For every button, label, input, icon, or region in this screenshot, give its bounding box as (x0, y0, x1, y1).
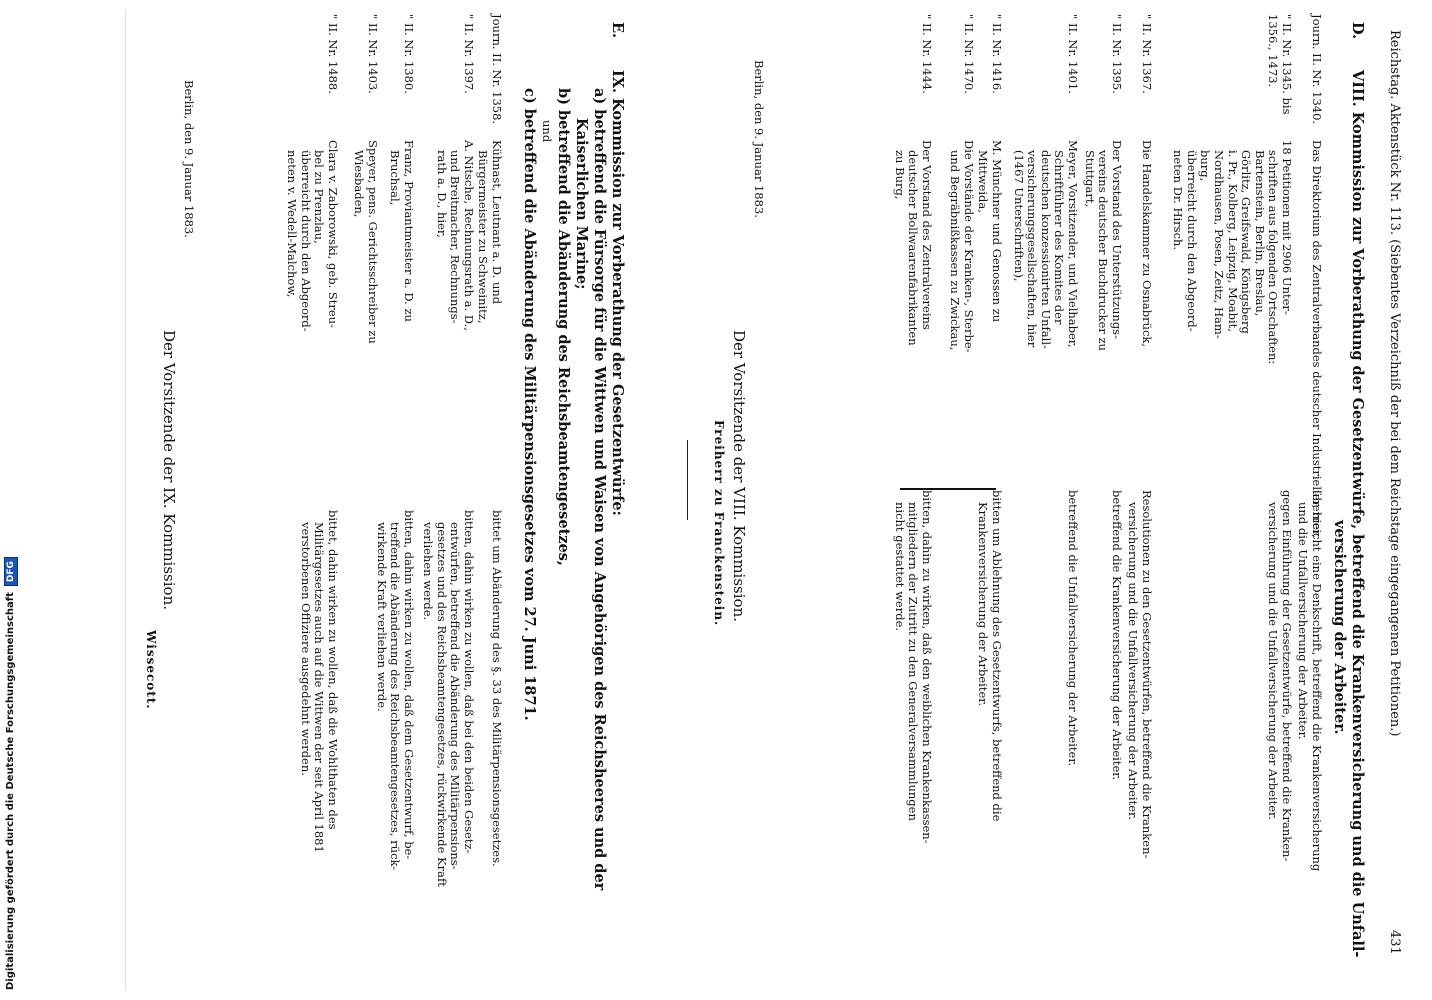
petition-reference: " II. Nr. 1416. (990, 14, 1004, 94)
petitioner-line: Schriftführer des Komites der (1052, 150, 1067, 325)
digitization-credit-strip (0, 0, 22, 1000)
running-header: Reichstag. Aktenstück Nr. 113. (Siebentes Verzeichniß der bei dem Reichstage eingegangenen Petitionen.) (1387, 30, 1402, 737)
request-line: überreicht eine Denkschrift, betreffend die Krankenversicherung (1310, 490, 1324, 872)
petitioner-line: bel zu Prenzlau, (312, 150, 327, 244)
petitioner-line: neten Dr. Hirsch. (1171, 150, 1186, 251)
petition-reference: Journ. II. Nr. 1358. (490, 14, 504, 125)
request-line: bittet um Abänderung des §. 33 des Militärpensionsgesetzes. (490, 510, 504, 867)
section-e-item-c: c) betreffend die Abänderung des Militärpensionsgesetzes vom 27. Juni 1871. (521, 88, 538, 721)
petitioner-line: Stuttgart, (1082, 150, 1097, 208)
request-line: und die Unfallversicherung der Arbeiter. (1296, 502, 1311, 740)
petitioner-line: deutschen konzessionirten Unfall- (1038, 150, 1053, 349)
section-d-signature-name: Freiherr zu Franckenstein. (712, 420, 726, 627)
petitioner-line: Speyer, pens. Gerichtsschreiber zu (366, 140, 380, 344)
request-line: betreffend die Krankenversicherung der Arbeiter. (1110, 490, 1124, 781)
request-line: Resolutionen zu den Gesetzentwürfen, betreffend die Kranken- (1140, 490, 1154, 859)
digitization-credit-text: Digitalisierung gefördert durch die Deutsche Forschungsgemeinschaft (5, 592, 16, 990)
dfg-logo-icon: DFG (4, 557, 18, 586)
section-e-item-a: a) betreffend die Fürsorge für die Wittwen und Waisen von Angehörigen des Reichsheeres und der (591, 88, 608, 891)
request-line: versicherung und die Unfallversicherung der Arbeiter. (1126, 502, 1141, 820)
request-line: gegen Einführung der Gesetzentwürfe, betreffend die Kranken- (1280, 490, 1294, 862)
request-line: entwürfen, betreffend die Abänderung des Militärpensions- (448, 522, 463, 870)
petitioner-line: Franz, Proviantmeister a. D. zu (402, 140, 416, 322)
section-d-date: Berlin, den 9. Januar 1883. (752, 60, 766, 218)
petitioner-line: burg, (1198, 150, 1213, 182)
section-e-item-b: b) betreffend die Abänderung des Reichsbeamtengesetzes, (555, 88, 572, 566)
petition-reference: " II. Nr. 1367. (1140, 14, 1154, 94)
petitioner-line: Der Vorstand des Zentralvereins (920, 140, 934, 330)
petitioner-line: Görlitz, Greifswald, Königsberg (1239, 150, 1254, 334)
petition-reference: " II. Nr. 1401. (1066, 14, 1080, 94)
section-d-title-line1: VIII. Kommission zur Vorberathung der Gesetzentwürfe, betreffend die Krankenversicherung und die Unfall- (1349, 70, 1366, 958)
request-line: nicht gestattet werde. (892, 502, 907, 632)
request-line: verliehen werde. (421, 522, 436, 621)
petitioner-line: und Breitmacher, Rechnungs- (448, 150, 463, 324)
petitioner-line: Wiesbaden, (352, 150, 367, 218)
section-e-letter: E. (609, 22, 626, 39)
petitioner-line: vereins deutscher Buchdrucker zu (1096, 150, 1111, 351)
petition-reference: " II. Nr. 1403. (366, 14, 380, 94)
request-line: Militärgesetzes auch auf die Wittwen der seit April 1881 (312, 522, 327, 853)
request-line: wirkende Kraft verliehen werde. (374, 522, 389, 712)
petitioner-line: (1467 Unterschriften), (1011, 150, 1026, 282)
section-e-item-a2: Kaiserlichen Marine; (573, 118, 590, 290)
section-d-letter: D. (1349, 22, 1366, 40)
section-e-date: Berlin, den 9. Januar 1883. (182, 80, 196, 238)
petitioner-line: i. Pr., Kolberg, Leipzig, Moabit, (1225, 150, 1240, 332)
petitioner-line: Meyer, Vorsitzender, und Vielhaber, (1066, 140, 1080, 348)
section-e-title: IX. Kommission zur Vorberathung der Gesetzentwürfe: (609, 70, 626, 516)
request-line: mitgliedern der Zutritt zu den Generalversammlungen (906, 502, 921, 821)
request-line: bittet, dahin wirken zu wollen, daß die Wohlthaten des (326, 510, 340, 830)
petitioner-line: schriften aus folgenden Ortschaften: (1266, 150, 1281, 365)
petitioner-line: 18 Petitionen mit 2906 Unter- (1280, 140, 1294, 315)
section-e-signature-title: Der Vorsitzende der IX. Kommission. (160, 330, 178, 610)
petition-reference: " II. Nr. 1444. (920, 14, 934, 94)
petitioner-line: deutscher Bollwaarenfabrikanten (906, 150, 921, 346)
petitioner-line: Bruchsal, (388, 150, 403, 206)
page-number: 431 (1387, 930, 1402, 955)
request-line: gesetzes und des Reichsbeamtengesetzes, rückwirkende Kraft (434, 522, 449, 887)
petitioner-line: Nordhausen, Posen, Zeitz, Ham- (1212, 150, 1226, 339)
section-d-title-line2: versicherung der Arbeiter. (1331, 520, 1348, 735)
petitioner-line: Die Vorstände der Kranken-, Sterbe- (962, 140, 976, 353)
petition-reference: " II. Nr. 1397. (462, 14, 476, 94)
section-e-signature-name: Wissecott. (144, 630, 158, 710)
petitioner-line: M. Münchner und Genossen zu (990, 140, 1004, 323)
page-bottom-edge (125, 10, 126, 990)
request-line: bitten, dahin wirken zu wollen, daß bei den beiden Gesetz- (462, 510, 476, 854)
petition-reference: " II. Nr. 1470. (962, 14, 976, 94)
petition-reference: " II. Nr. 1345. bis 1356., 1473. (1265, 14, 1294, 115)
petitioner-line: Kühnast, Leutnant a. D. und (490, 140, 504, 305)
petitioner-line: neten v. Wedell-Malchow, (285, 150, 300, 298)
separator-line (687, 440, 688, 520)
petition-reference: " II. Nr. 1488. (326, 14, 340, 94)
petition-reference: " II. Nr. 1395. (1110, 14, 1124, 94)
request-line: treffend die Abänderung des Reichsbeamtengesetzes, rück- (388, 522, 403, 871)
petitioner-line: A. Nitsche, Rechnungsrath a. D., (462, 140, 476, 331)
petitioner-line: versicherungsgesellschaften, hier (1025, 150, 1040, 348)
petitioner-line: Das Direktorium des Zentralverbandes deutscher Industrieller, hier, (1310, 140, 1324, 538)
petition-reference: " II. Nr. 1380. (402, 14, 416, 94)
request-line: bitten, dahin zu wirken, daß den weiblichen Krankenkassen- (920, 490, 934, 844)
request-line: verstorbenen Offiziere ausgedehnt werden. (298, 522, 313, 776)
petitioner-line: rath a. D., hier, (434, 150, 449, 238)
request-line: Krankenversicherung der Arbeiter. (976, 502, 991, 707)
petitioner-line: und Begräbnißkassen zu Zwickau, (948, 150, 963, 351)
petitioner-line: Mittweida, (976, 150, 991, 213)
petitioner-line: überreicht durch den Abgeord- (298, 150, 313, 332)
petitioner-line: Bürgermeister zu Schweinitz, (476, 150, 491, 324)
request-line: bitten um Ablehnung des Gesetzentwurfs, betreffend die (990, 490, 1004, 822)
petitioner-line: zu Burg, (892, 150, 907, 200)
petitioner-line: überreicht durch den Abgeord- (1184, 150, 1199, 332)
section-e-und: und (540, 120, 554, 143)
section-d-signature-title: Der Vorsitzende der VIII. Kommission. (730, 330, 748, 623)
petitioner-line: Clara v. Zaborowski, geb. Streu- (326, 140, 340, 328)
petitioner-line: Bartenstein, Berlin, Breslau, (1252, 150, 1267, 317)
request-line: bitten, dahin wirken zu wollen, daß dem Gesetzentwurf, be- (402, 510, 416, 860)
petition-reference: Journ. II. Nr. 1340. (1310, 14, 1324, 125)
request-line: betreffend die Unfallversicherung der Arbeiter. (1066, 490, 1080, 767)
petitioner-line: Der Vorstand des Unterstützungs- (1110, 140, 1124, 339)
bracket-line (900, 488, 996, 490)
petitioner-line: Die Handelskammer zu Osnabrück, (1140, 140, 1154, 348)
request-line: versicherung und die Unfallversicherung der Arbeiter. (1266, 502, 1281, 820)
